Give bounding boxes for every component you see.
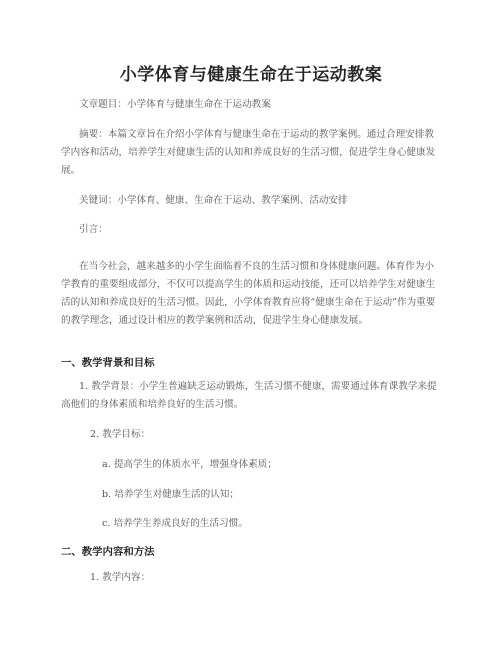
intro-paragraph: 在当今社会，越来越多的小学生面临着不良的生活习惯和身体健康问题。体育作为小学教育的重要组成部分，不仅可以提高学生的体质和运动技能，还可以培养学生对健康生活的认知和养成良好的生活习惯。因此，小学体育教育应将“健康生命在于运动”作为重要的教学理念，通过设计相应的教学案例和活动，促进学生身心健康发展。 [61, 261, 436, 326]
teaching-goals-label: 2. 教学目标： [90, 429, 151, 440]
teaching-content-label: 1. 教学内容： [90, 572, 151, 583]
goal-b-item: b. 培养学生对健康生活的认知； [102, 489, 239, 500]
goal-a-item: a. 提高学生的体质水平，增强身体素质； [102, 459, 277, 470]
document-title: 小学体育与健康生命在于运动教案 [119, 65, 383, 85]
teaching-background-paragraph: 1. 教学背景：小学生普遍缺乏运动锻炼，生活习惯不健康，需要通过体育课教学来提高他们的身体素质和培养良好的生活习惯。 [61, 381, 437, 410]
article-title-line: 文章题目：小学体育与健康生命在于运动教案 [79, 99, 271, 110]
intro-label: 引言： [79, 224, 108, 235]
goal-c-item: c. 培养学生养成良好的生活习惯。 [102, 518, 248, 529]
section2-heading: 二、教学内容和方法 [61, 546, 155, 558]
section1-heading: 一、教学背景和目标 [61, 357, 155, 369]
keywords-line: 关键词：小学体育、健康、生命在于运动、教学案例、活动安排 [79, 195, 348, 206]
abstract-paragraph: 摘要：本篇文章旨在介绍小学体育与健康生命在于运动的教学案例。通过合理安排教学内容和活动，培养学生对健康生活的认知和养成良好的生活习惯，促进学生身心健康发展。 [61, 129, 436, 176]
